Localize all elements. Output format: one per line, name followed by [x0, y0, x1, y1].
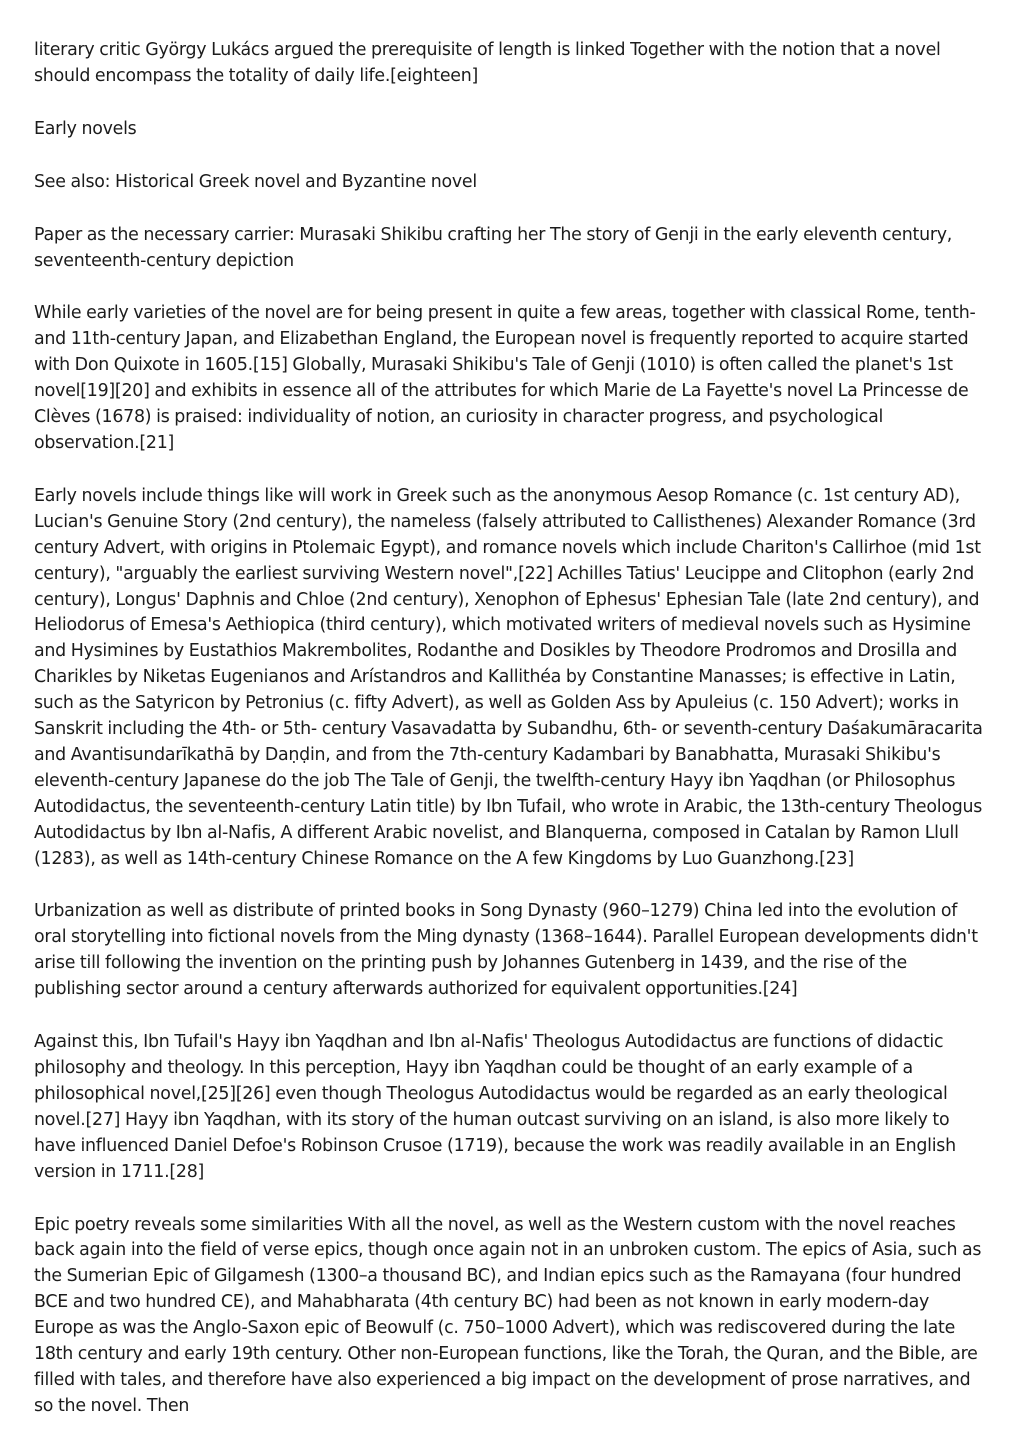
image-caption-genji: Paper as the necessary carrier: Murasaki Shikibu crafting her The story of Genji in the early eleventh century, seventeenth-century depiction — [34, 224, 953, 271]
paragraph-early-varieties: While early varieties of the novel are for being present in quite a few areas, together with classical Rome, tenth- and 11th-century Japan, and Elizabethan England, the European novel is frequently reported to acquire started with Don Quixote in 1605.[15] Globally, Murasaki Shikibu's Tale of Genji (1010) is often called the planet's 1st novel[19][20] and exhibits in essence all of the attributes for which Marie de La Fayette's novel La Princesse de Clèves (1678) is praised: individuality of notion, an curiosity in character progress, and psychological observation.[21] — [34, 303, 976, 453]
paragraph-urbanization: Urbanization as well as distribute of printed books in Song Dynasty (960–1279) China led into the evolution of oral storytelling into fictional novels from the Ming dynasty (1368–1644). Parallel European developments didn't arise till following the invention on the printing push by Johannes Gutenberg in 1439, and the rise of the publishing sector around a century afterwards authorized for equivalent opportunities.[24] — [34, 901, 978, 1000]
paragraph-lukacs-length: literary critic György Lukács argued the prerequisite of length is linked Together with the notion that a novel should encompass the totality of daily life.[eighteen] — [34, 40, 941, 86]
section-heading-early-novels: Early novels — [34, 118, 137, 139]
paragraph-didactic-philosophy: Against this, Ibn Tufail's Hayy ibn Yaqdhan and Ibn al-Nafis' Theologus Autodidactus are functions of didactic philosophy and theology. In this perception, Hayy ibn Yaqdhan could be thought of an early example of a philosophical novel,[25][26] even though Theologus Autodidactus would be regarded as an early theological novel.[27] Hayy ibn Yaqdhan, with its story of the human outcast surviving on an island, is also more likely to have influenced Daniel Defoe's Robinson Crusoe (1719), because the work was readily available in an English version in 1711.[28] — [34, 1032, 956, 1182]
paragraph-epic-poetry: Epic poetry reveals some similarities With all the novel, as well as the Western custom with the novel reaches back again into the field of verse epics, though once again not in an unbroken custom. The epics of Asia, such as the Sumerian Epic of Gilgamesh (1300–a thousand BC), and Indian epics such as the Ramayana (four hundred BCE and two hundred CE), and Mahabharata (4th century BC) had been as not known in early modern-day Europe as was the Anglo-Saxon epic of Beowulf (c. 750–1000 Advert), which was rediscovered during the late 18th century and early 19th century. Other non-European functions, like the Torah, the Quran, and the Bible, are filled with tales, and therefore have also experienced a big impact on the development of prose narratives, and so the novel. Then — [34, 1214, 982, 1416]
see-also-note: See also: Historical Greek novel and Byzantine novel — [34, 171, 477, 192]
paragraph-early-novels-list: Early novels include things like will work in Greek such as the anonymous Aesop Romance (c. 1st century AD), Lucian's Genuine Story (2nd century), the nameless (falsely attributed to Callisthenes) Alexander Romance (3rd century Advert, with origins in Ptolemaic Egypt), and romance novels which include Chariton's Callirhoe (mid 1st century), "arguably the earliest surviving Western novel",[22] Achilles Tatius' Leucippe and Clitophon (early 2nd century), Longus' Daphnis and Chloe (2nd century), Xenophon of Ephesus' Ephesian Tale (late 2nd century), and Heliodorus of Emesa's Aethiopica (third century), which motivated writers of medieval novels such as Hysimine and Hysimines by Eustathios Makrembolites, Rodanthe and Dosikles by Theodore Prodromos and Drosilla and Charikles by Niketas Eugenianos and Arístandros and Kallithéa by Constantine Manasses; is effective in Latin, such as the Satyricon by Petronius (c. fifty Advert), as well as Golden Ass by Apuleius (c. 150 Advert); works in Sanskrit including the 4th- or 5th- century Vasavadatta by Subandhu, 6th- or seventh-century Daśakumāracarita and Avantisundarīkathā by Daṇḍin, and from the 7th-century Kadambari by Banabhatta, Murasaki Shikibu's eleventh-century Japanese do the job The Tale of Genji, the twelfth-century Hayy ibn Yaqdhan (or Philosophus Autodidactus, the seventeenth-century Latin title) by Ibn Tufail, who wrote in Arabic, the 13th-century Theologus Autodidactus by Ibn al-Nafis, A different Arabic novelist, and Blanquerna, composed in Catalan by Ramon Llull (1283), as well as 14th-century Chinese Romance on the A few Kingdoms by Luo Guanzhong.[23] — [34, 485, 983, 869]
